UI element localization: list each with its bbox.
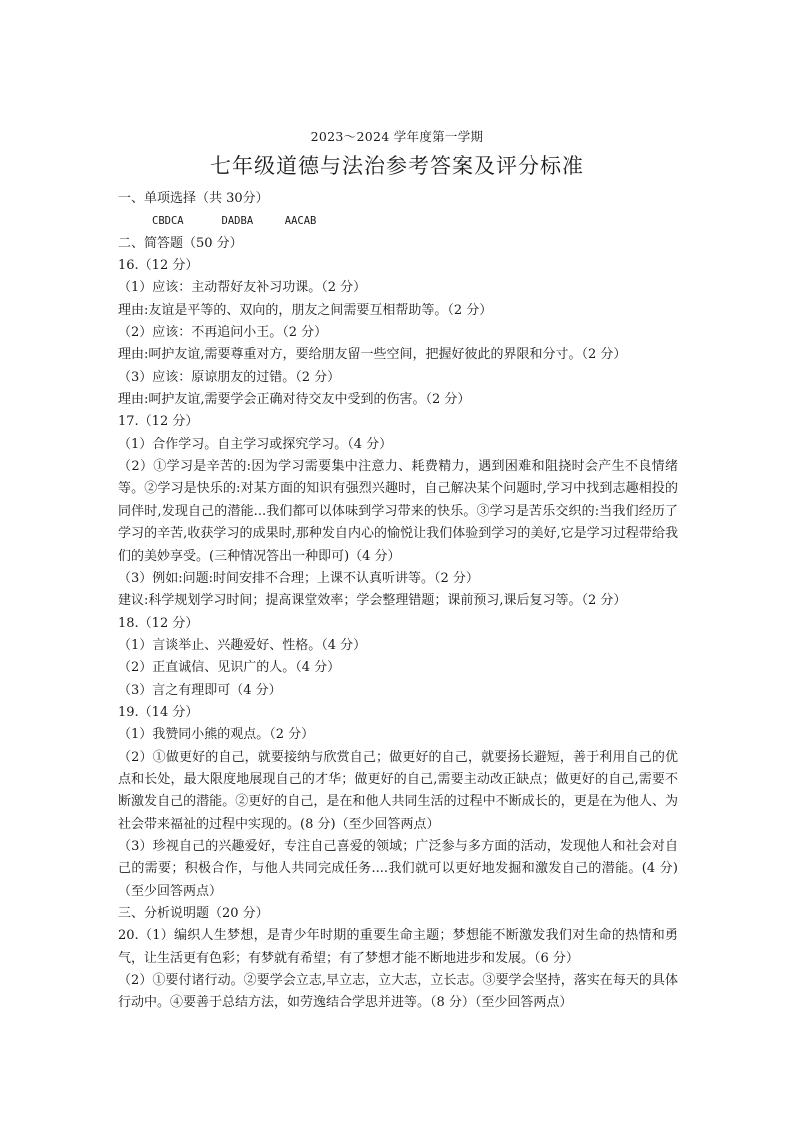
document-body — [118, 188, 678, 1015]
section-2-heading: 二、简答题（50 分） — [118, 235, 243, 251]
q17-suggestion-3: 建议:科学规划学习时间；提高课堂效率；学会整理错题；课前预习,课后复习等。（2 分） — [118, 593, 627, 609]
section-3-heading: 三、分析说明题（20 分） — [118, 906, 269, 921]
q20-answer-2: （2）①要付诸行动。②要学会立志,早立志，立大志，立长志。③要学会坚持，落实在每天的具体行动中。④要善于总结方法，如劳逸结合学思并进等。（8 分）（至少回答两点） — [118, 973, 678, 1011]
q16-answer-2: （2）应该：不再追问小王。（2 分） — [118, 325, 328, 341]
q17-answer-3: （3）例如:问题:时间安排不合理；上课不认真听讲等。（2 分） — [118, 570, 479, 586]
multiple-choice-answers: CBDCA DADBA AACAB — [152, 215, 317, 228]
section-1-heading: 一、单项选择（共 30分） — [118, 191, 269, 206]
q17-answer-1: （1）合作学习。自主学习或探究学习。（4 分） — [118, 436, 393, 452]
q17-answer-2: （2）①学习是辛苦的:因为学习需要集中注意力、耗费精力，遇到困难和阻挠时会产生不良情绪等。②学习是快乐的:对某方面的知识有强烈兴趣时，自己解决某个问题时,学习中找到志趣相投的同伴时,发现自己的潜能...我们都可以体味到学习带来的快乐。③学习是苦乐交织的:当我们经历了学习的辛苦,收获学习的成果时,那种发自内心的愉悦让我们体验到学习的美好,它是学习过程带给我们的美妙享受。(三种情况答出一种即可)（4 分） — [118, 459, 678, 564]
q17-heading: 17.（12 分） — [118, 414, 199, 430]
q18-heading: 18.（12 分） — [118, 615, 199, 631]
q16-heading: 16.（12 分） — [118, 258, 199, 274]
q19-answer-1: （1）我赞同小熊的观点。（2 分） — [118, 727, 315, 743]
document-subtitle: 2023～2024 学年度第一学期 — [310, 129, 484, 144]
q19-heading: 19.（14 分） — [118, 704, 199, 720]
q19-answer-3: （3）珍视自己的兴趣爱好，专注自己喜爱的领域；广泛参与多方面的活动，发现他人和社会对自己的需要；积极合作，与他人共同完成任务....我们就可以更好地发掘和激发自己的潜能。(4 分)（至少回答两点） — [118, 838, 678, 899]
q16-reason-3: 理由:呵护友谊,需要学会正确对待交友中受到的伤害。（2 分） — [118, 392, 471, 408]
q16-reason-2: 理由:呵护友谊,需要尊重对方，要给朋友留一些空间，把握好彼此的界限和分寸。（2 分） — [118, 347, 627, 363]
q19-answer-2: （2）①做更好的自己，就要接纳与欣赏自己；做更好的自己，就要扬长避短，善于利用自己的优点和长处，最大限度地展现自己的才华；做更好的自己,需要主动改正缺点；做更好的自己,需要不断激发自己的潜能。②更好的自己，是在和他人共同生活的过程中不断成长的，更是在为他人、为社会带来福祉的过程中实现的。(8 分)（至少回答两点） — [118, 749, 678, 832]
q16-answer-1: （1）应该：主动帮好友补习功课。（2 分） — [118, 280, 367, 296]
q18-answer-1: （1）言谈举止、兴趣爱好、性格。（4 分） — [118, 637, 367, 653]
q16-reason-1: 理由:友谊是平等的、双向的，朋友之间需要互相帮助等。（2 分） — [118, 302, 493, 318]
q16-answer-3: （3）应该：原谅朋友的过错。（2 分） — [118, 369, 341, 385]
q18-answer-2: （2）正直诚信、见识广的人。（4 分） — [118, 660, 341, 676]
q20-answer-1: 20.（1）编织人生梦想，是青少年时期的重要生命主题；梦想能不断激发我们对生命的热情和勇气，让生活更有色彩；有梦就有希望；有了梦想才能不断地进步和发展。（6 分） — [118, 928, 678, 966]
document-title: 七年级道德与法治参考答案及评分标准 — [210, 154, 584, 178]
q18-answer-3: （3）言之有理即可（4 分） — [118, 682, 282, 698]
